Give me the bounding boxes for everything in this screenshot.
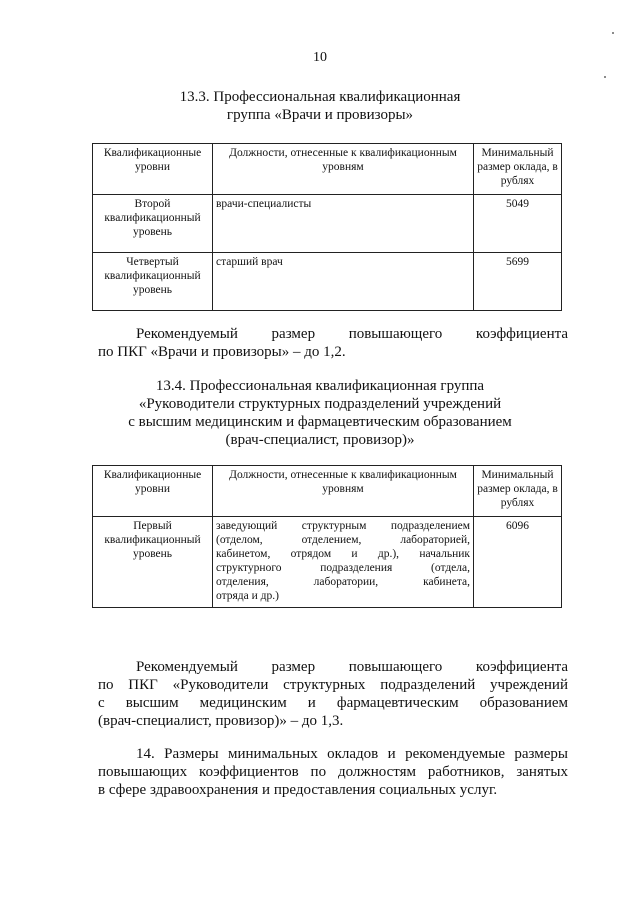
qualification-table-doctors: [92, 143, 562, 311]
header-salary: Минимальный размер оклада, в рублях: [474, 466, 562, 517]
table-header-row: [93, 144, 562, 195]
position-line: кабинетом, отрядом и др.), начальник: [216, 548, 470, 560]
position-cell: [213, 517, 474, 608]
position-cell: старший врач: [213, 253, 474, 311]
paragraph-line: по ПКГ «Врачи и провизоры» – до 1,2.: [98, 344, 346, 360]
position-cell: врачи-специалисты: [213, 195, 474, 253]
section-13-4-heading: [0, 377, 640, 449]
position-line: (отделом, отделением, лабораторией,: [216, 534, 470, 546]
paragraph-line: Рекомендуемый размер повышающего коэффициента: [136, 659, 568, 675]
position-line: структурного подразделения (отдела,: [216, 562, 470, 574]
heading-line: с высшим медицинским и фармацевтическим образованием: [128, 414, 512, 430]
qualification-table-heads: [92, 465, 562, 608]
salary-cell: 6096: [474, 517, 562, 608]
page-number: 10: [313, 50, 327, 65]
table-row: [93, 253, 562, 311]
position-line: отряда и др.): [216, 590, 279, 602]
table-row: [93, 195, 562, 253]
header-positions: Должности, отнесенные к квалификационным уровням: [213, 144, 474, 195]
section-13-3-heading: [0, 88, 640, 124]
level-cell: Первый квалификационный уровень: [93, 517, 213, 608]
position-line: заведующий структурным подразделением: [216, 520, 470, 532]
level-cell: Второй квалификационный уровень: [93, 195, 213, 253]
paragraph-line: повышающих коэффициентов по должностям работников, занятых: [98, 764, 568, 780]
salary-cell: 5699: [474, 253, 562, 311]
salary-cell: 5049: [474, 195, 562, 253]
coefficient-paragraph-heads: [98, 658, 568, 730]
heading-line: 13.3. Профессиональная квалификационная: [179, 89, 461, 105]
scan-speck: [604, 76, 606, 78]
heading-line: (врач-специалист, провизор)»: [225, 432, 415, 448]
paragraph-line: (врач-специалист, провизор)» – до 1,3.: [98, 713, 344, 729]
heading-line: 13.4. Профессиональная квалификационная группа: [155, 378, 485, 394]
paragraph-line: 14. Размеры минимальных окладов и рекомендуемые размеры: [136, 746, 568, 762]
paragraph-line: Рекомендуемый размер повышающего коэффициента: [136, 326, 568, 342]
header-levels: Квалификационные уровни: [93, 144, 213, 195]
header-salary: Минимальный размер оклада, в рублях: [474, 144, 562, 195]
paragraph-line: по ПКГ «Руководители структурных подразделений учреждений: [98, 677, 568, 693]
coefficient-paragraph-doctors: [98, 325, 568, 361]
heading-line: группа «Врачи и провизоры»: [226, 107, 414, 123]
section-14-paragraph: [98, 745, 568, 799]
heading-line: «Руководители структурных подразделений учреждений: [138, 396, 502, 412]
header-positions: Должности, отнесенные к квалификационным уровням: [213, 466, 474, 517]
paragraph-line: в сфере здравоохранения и предоставления социальных услуг.: [98, 782, 498, 798]
table-header-row: [93, 466, 562, 517]
level-cell: Четвертый квалификационный уровень: [93, 253, 213, 311]
position-line: отделения, лаборатории, кабинета,: [216, 576, 470, 588]
scan-speck: [612, 32, 614, 34]
paragraph-line: с высшим медицинским и фармацевтическим образованием: [98, 695, 568, 711]
table-row: [93, 517, 562, 608]
header-levels: Квалификационные уровни: [93, 466, 213, 517]
